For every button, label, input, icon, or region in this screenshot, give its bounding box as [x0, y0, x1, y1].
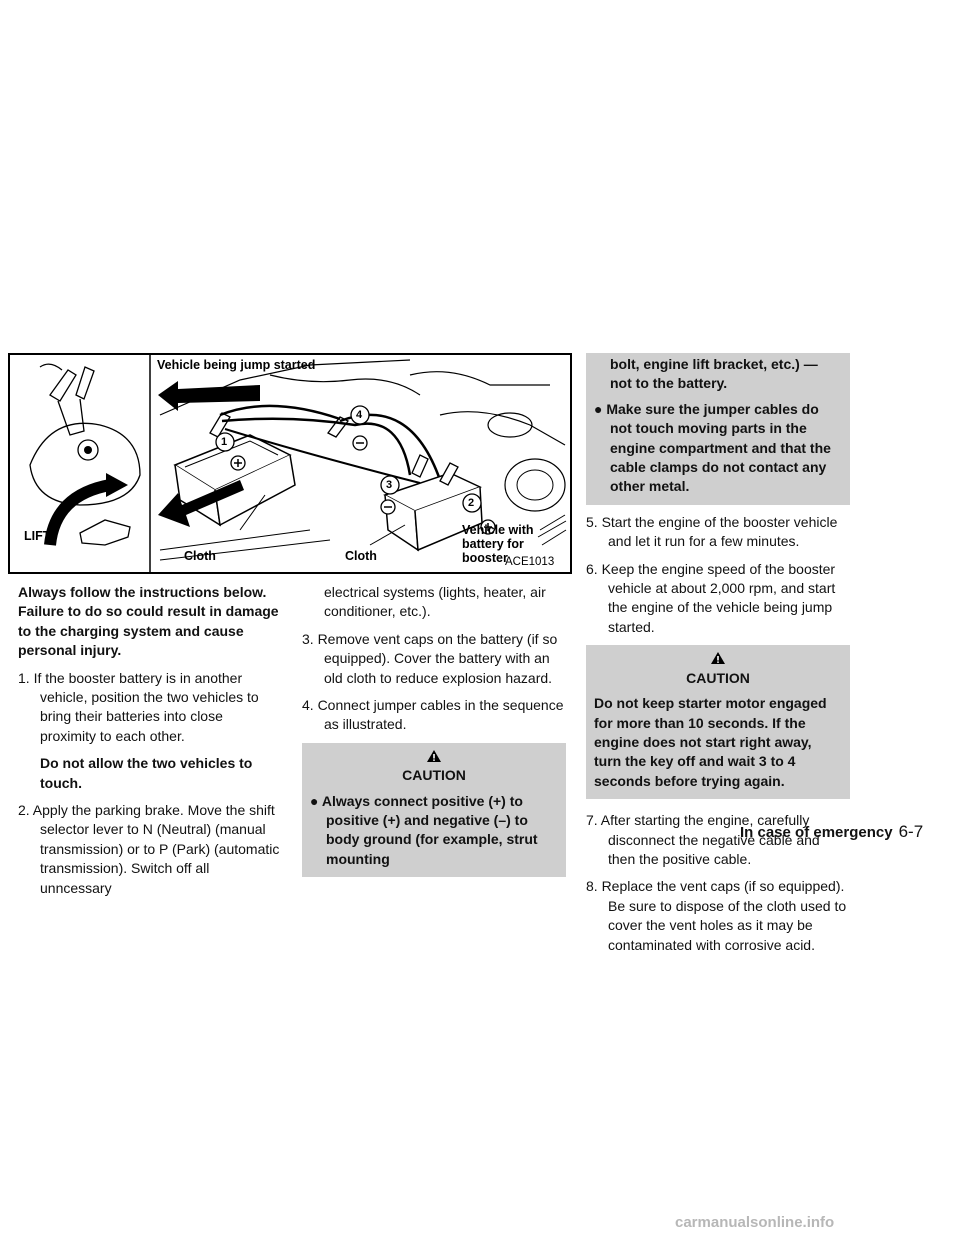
- label-booster-line3: booster: [462, 551, 508, 565]
- caution-title-1: CAUTION: [402, 767, 466, 784]
- step-1: 1. If the booster battery is in another vehicle, position the two vehicles to bring their batteries into close proximity to each other.: [18, 669, 259, 744]
- caution-2-text: Do not keep starter motor engaged for more than 10 seconds. If the engine does not start right away, turn the key off and wait 3 to 4 seconds before trying again.: [594, 695, 827, 789]
- jump-start-illustration: [8, 353, 572, 574]
- cable-step-3: 3: [386, 479, 393, 491]
- footer-section: In case of emergency: [740, 824, 893, 841]
- step-2: 2. Apply the parking brake. Move the shift selector lever to N (Neutral) (manual transmission) or to P (Park) (automatic transmission). Switch off all unncessary: [18, 802, 280, 896]
- caution-heading-2: [594, 645, 842, 694]
- caution-bullet-2: [594, 400, 842, 497]
- caution-box-1-continued: [586, 353, 850, 505]
- caution-bullet-1-text: Always connect positive (+) to positive (+) and negative (–) to body ground (for example, strut mounting: [321, 792, 538, 867]
- step-6: 6. Keep the engine speed of the booster vehicle at about 2,000 rpm, and start the engine of the vehicle being jump started.: [586, 560, 836, 635]
- warning-triangle-icon: [711, 652, 725, 664]
- step-4: 4. Connect jumper cables in the sequence as illustrated.: [302, 697, 564, 733]
- column-2: [302, 583, 566, 877]
- figure-code: ACE1013: [505, 556, 555, 568]
- label-vehicle-jump-started: Vehicle being jump started: [157, 358, 316, 372]
- caution-heading-1: [310, 743, 558, 792]
- label-cloth-left: Cloth: [184, 549, 216, 563]
- step-1-warning: Do not allow the two vehicles to touch.: [40, 755, 253, 791]
- caution-box-1: [302, 743, 566, 877]
- page-footer: [740, 822, 923, 842]
- bullet-icon: ●: [594, 400, 603, 417]
- label-booster-line2: battery for: [462, 537, 524, 551]
- column-1: [18, 583, 282, 906]
- label-cloth-right: Cloth: [345, 549, 377, 563]
- watermark: carmanualsonline.info: [675, 1214, 835, 1231]
- warning-triangle-icon: [427, 750, 441, 762]
- step-3: 3. Remove vent caps on the battery (if so equipped). Cover the battery with an old cloth to reduce explosion hazard.: [302, 630, 558, 686]
- cable-step-1: 1: [221, 436, 228, 448]
- label-booster-line1: Vehicle with: [462, 523, 534, 537]
- cable-step-4: 4: [356, 409, 363, 421]
- step-8: 8. Replace the vent caps (if so equipped). Be sure to dispose of the cloth used to cover the vent holes as it may be contaminated with corrosive acid.: [586, 878, 847, 953]
- intro-warning: Always follow the instructions below. Failure to do so could result in damage to the charging system and cause personal injury.: [18, 584, 279, 659]
- caution-bullet-1: [310, 792, 558, 870]
- caution-continued-text: bolt, engine lift bracket, etc.) — not to the battery.: [610, 356, 818, 392]
- step-5: 5. Start the engine of the booster vehicle and let it run for a few minutes.: [586, 513, 838, 550]
- page-number: 6-7: [898, 822, 924, 841]
- bullet-icon: ●: [310, 792, 319, 809]
- caution-title-2: CAUTION: [686, 669, 750, 686]
- column-3: [586, 353, 850, 963]
- cable-step-2: 2: [468, 497, 475, 509]
- caution-box-2: [586, 645, 850, 799]
- caution-bullet-2-text: Make sure the jumper cables do not touch moving parts in the engine compartment and that the cable clamps do not contact any other metal.: [606, 400, 831, 495]
- label-lift: LIFT: [24, 529, 51, 543]
- step-7: 7. After starting the engine, carefully disconnect the negative cable and then the positive cable.: [586, 812, 820, 867]
- step-2-continued: electrical systems (lights, heater, air conditioner, etc.).: [324, 584, 546, 620]
